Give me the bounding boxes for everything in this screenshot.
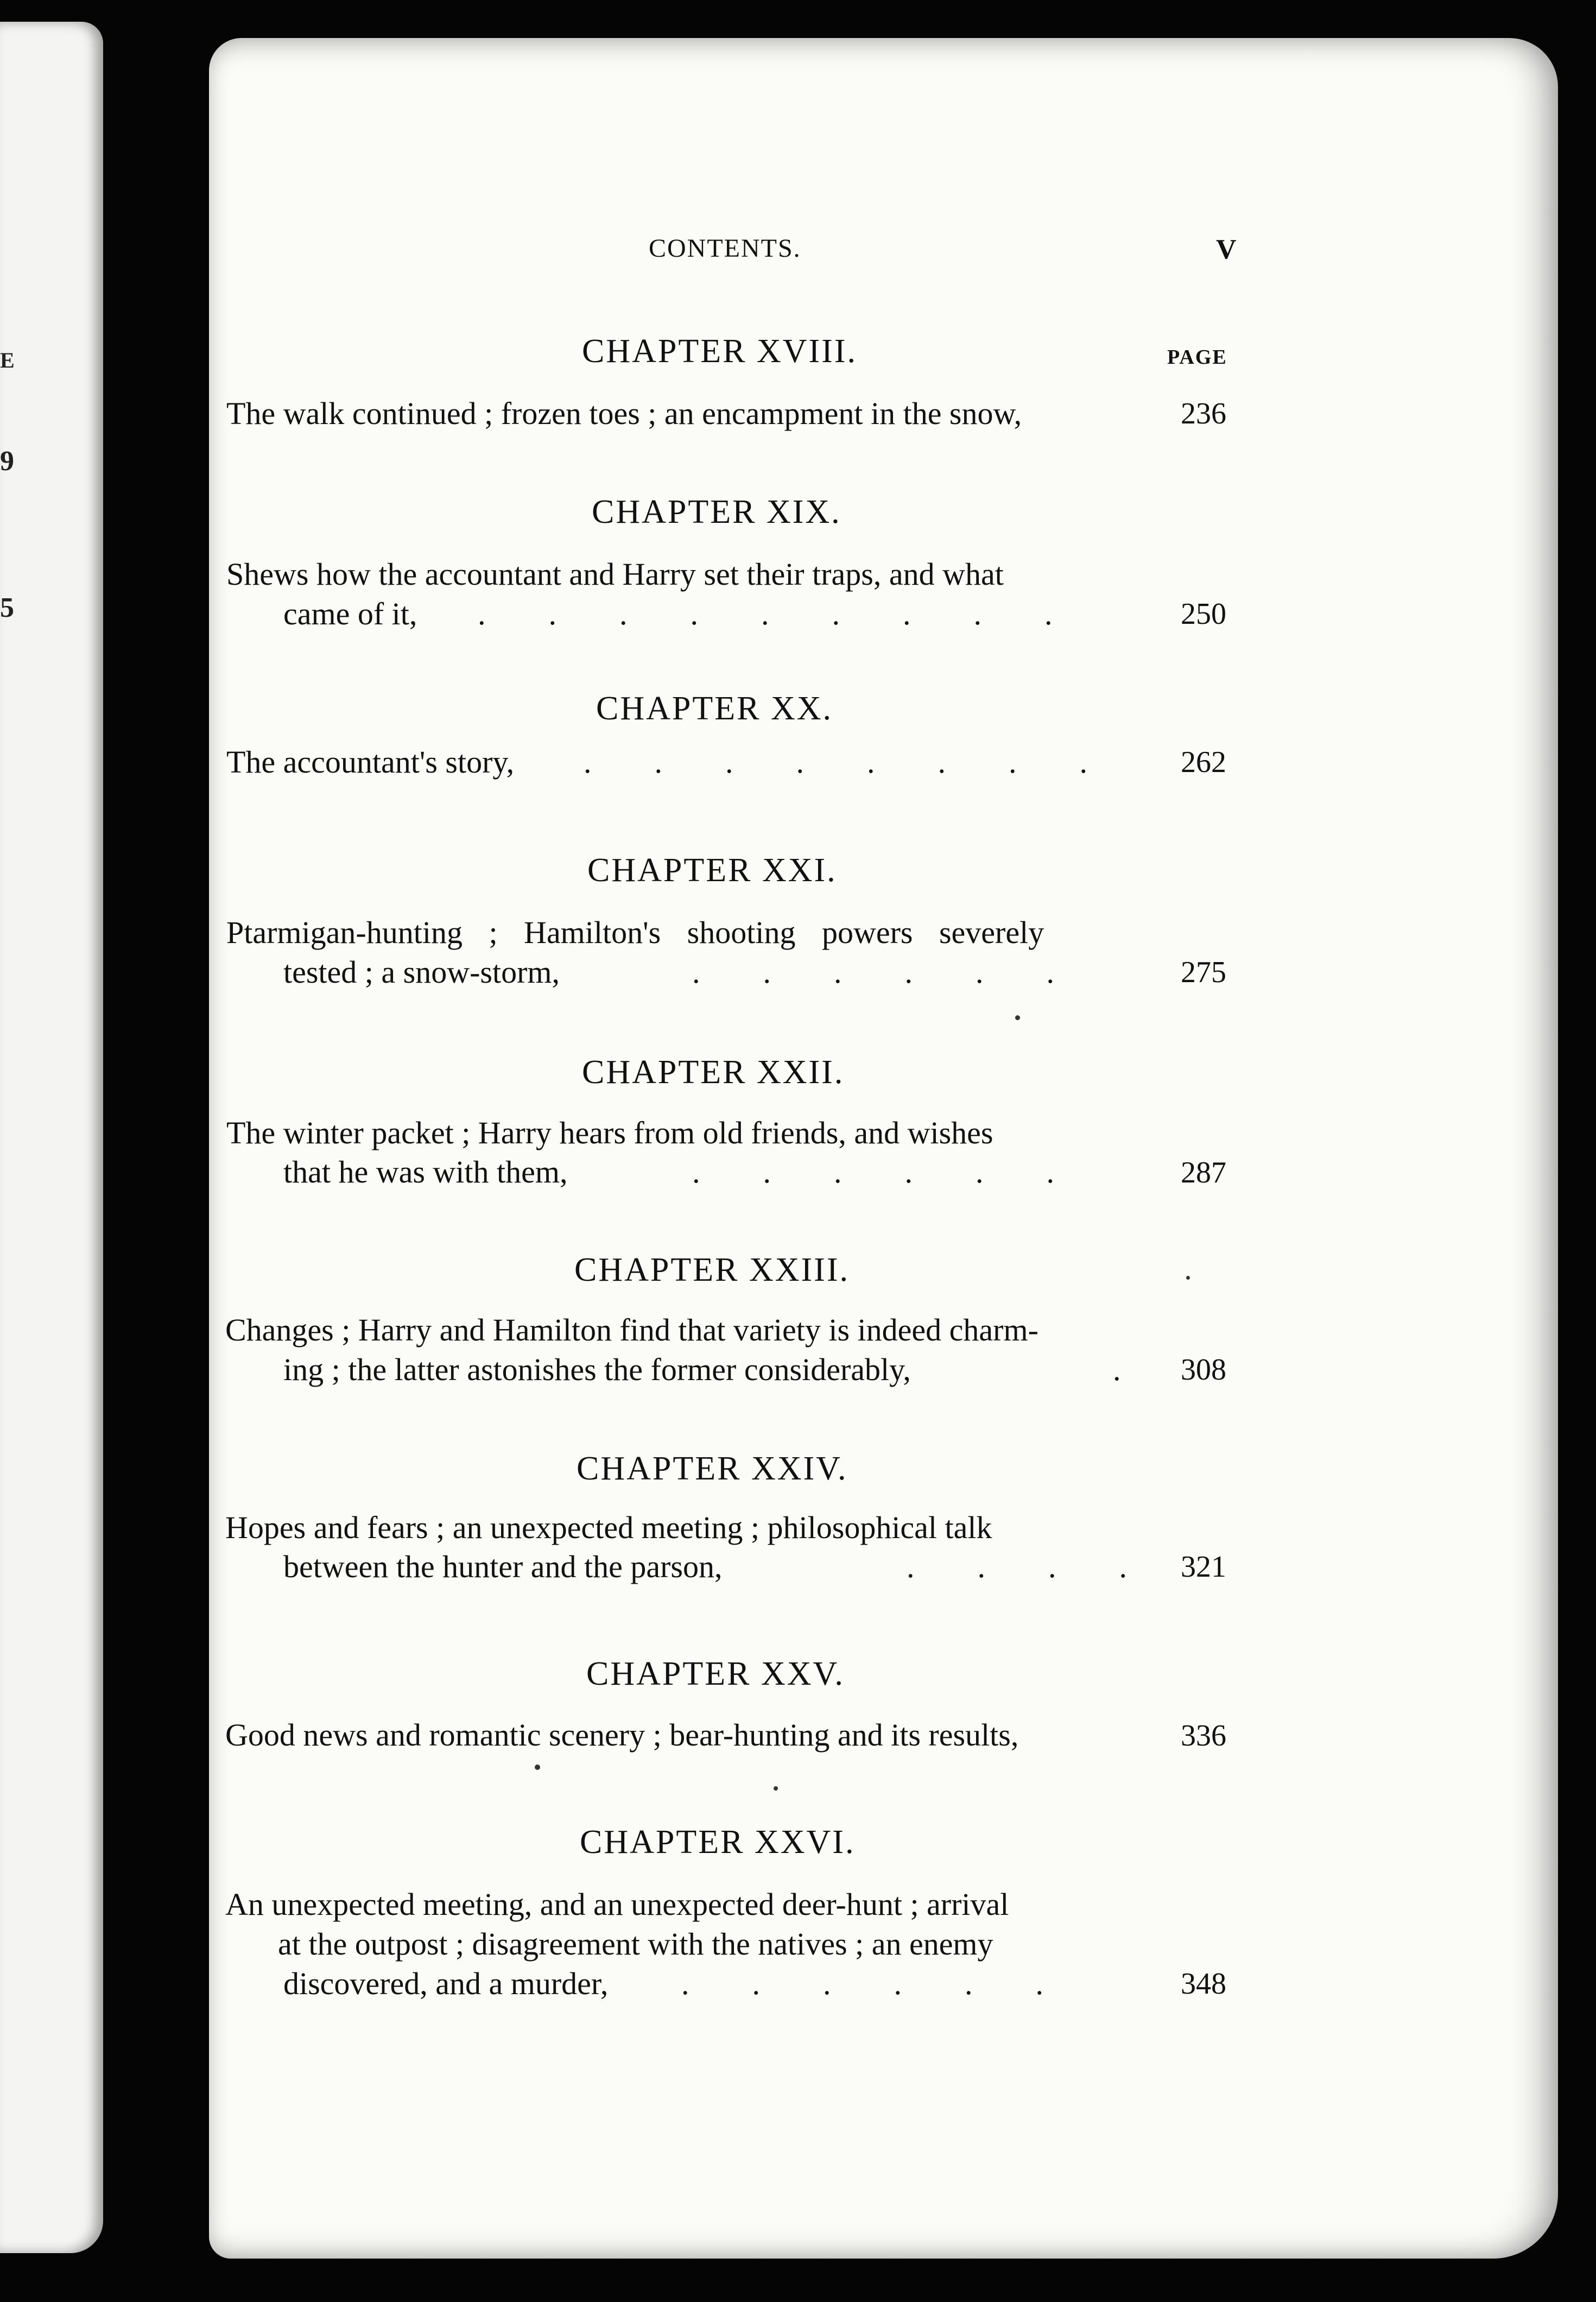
entry-page-number: 308 [1181,1353,1226,1387]
entry-text-line: tested ; a snow-storm, [283,954,560,990]
entry-text-line: that he was with them, [283,1154,568,1190]
running-head-title: CONTENTS. [649,234,801,263]
entry-text-line: Ptarmigan-hunting ; Hamilton's shooting powers severely [226,915,1044,950]
dot-leader: . . . . . . [692,954,1054,990]
page-column-label: PAGE [1167,346,1227,369]
scan-speck [1015,1015,1020,1020]
scan-speck [774,1786,778,1791]
entry-text-line: at the outpost ; disagreement with the natives ; an enemy [278,1926,993,1962]
entry-text-line: ing ; the latter astonishes the former considerably, [283,1352,911,1387]
entry-page-number: 275 [1181,956,1226,989]
left-facing-page-edge [0,22,103,2253]
chapter-heading: CHAPTER XXVI. [580,1824,856,1861]
entry-text-line: The accountant's story, [226,744,515,780]
entry-text-line: Hopes and fears ; an unexpected meeting ; philosophical talk [225,1510,992,1545]
dot-leader: . . . . . . . . [584,744,1087,780]
entry-page-number: 321 [1181,1550,1226,1584]
entry-text-line: An unexpected meeting, and an unexpected deer-hunt ; arrival [225,1887,1009,1922]
entry-page-number: 236 [1181,397,1226,431]
chapter-heading: CHAPTER XXIII. [574,1251,850,1288]
chapter-heading: CHAPTER XXII. [582,1054,845,1091]
left-margin-glyph: E [0,348,15,372]
entry-page-number: 287 [1181,1156,1226,1190]
chapter-heading: CHAPTER XXIV. [577,1450,848,1487]
entry-text-line: Shews how the accountant and Harry set their traps, and what [226,556,1004,592]
chapter-heading: CHAPTER XVIII. [582,333,857,370]
entry-text-line: The winter packet ; Harry hears from old friends, and wishes [226,1115,993,1150]
scan-speck [1186,1276,1190,1280]
entry-text-line: Good news and romantic scenery ; bear-hunting and its results, [225,1717,1019,1753]
dot-leader: . [1113,1352,1121,1387]
scan-speck [535,1765,540,1770]
left-margin-glyph: 9 [0,446,14,477]
dot-leader: . . . . [907,1549,1127,1584]
entry-page-number: 336 [1181,1719,1226,1753]
chapter-heading: CHAPTER XXI. [587,852,837,889]
entry-page-number: 348 [1181,1967,1226,2001]
chapter-heading: CHAPTER XIX. [592,494,841,530]
entry-text-line: The walk continued ; frozen toes ; an encampment in the snow, [226,396,1022,431]
entry-text-line: Changes ; Harry and Hamilton find that variety is indeed charm- [225,1312,1038,1348]
entry-text-line: between the hunter and the parson, [283,1549,723,1584]
dot-leader: . . . . . . . . . [478,596,1053,631]
dot-leader: . . . . . . [692,1154,1054,1190]
running-head-page-numeral: V [1216,234,1238,265]
chapter-heading: CHAPTER XX. [596,690,833,727]
entry-text-line: came of it, [283,596,417,631]
left-margin-glyph: 5 [0,592,14,623]
entry-page-number: 250 [1181,597,1226,631]
entry-text-line: discovered, and a murder, [283,1966,609,2001]
entry-page-number: 262 [1181,745,1226,779]
dot-leader: . . . . . . [681,1966,1043,2001]
chapter-heading: CHAPTER XXV. [586,1655,845,1692]
